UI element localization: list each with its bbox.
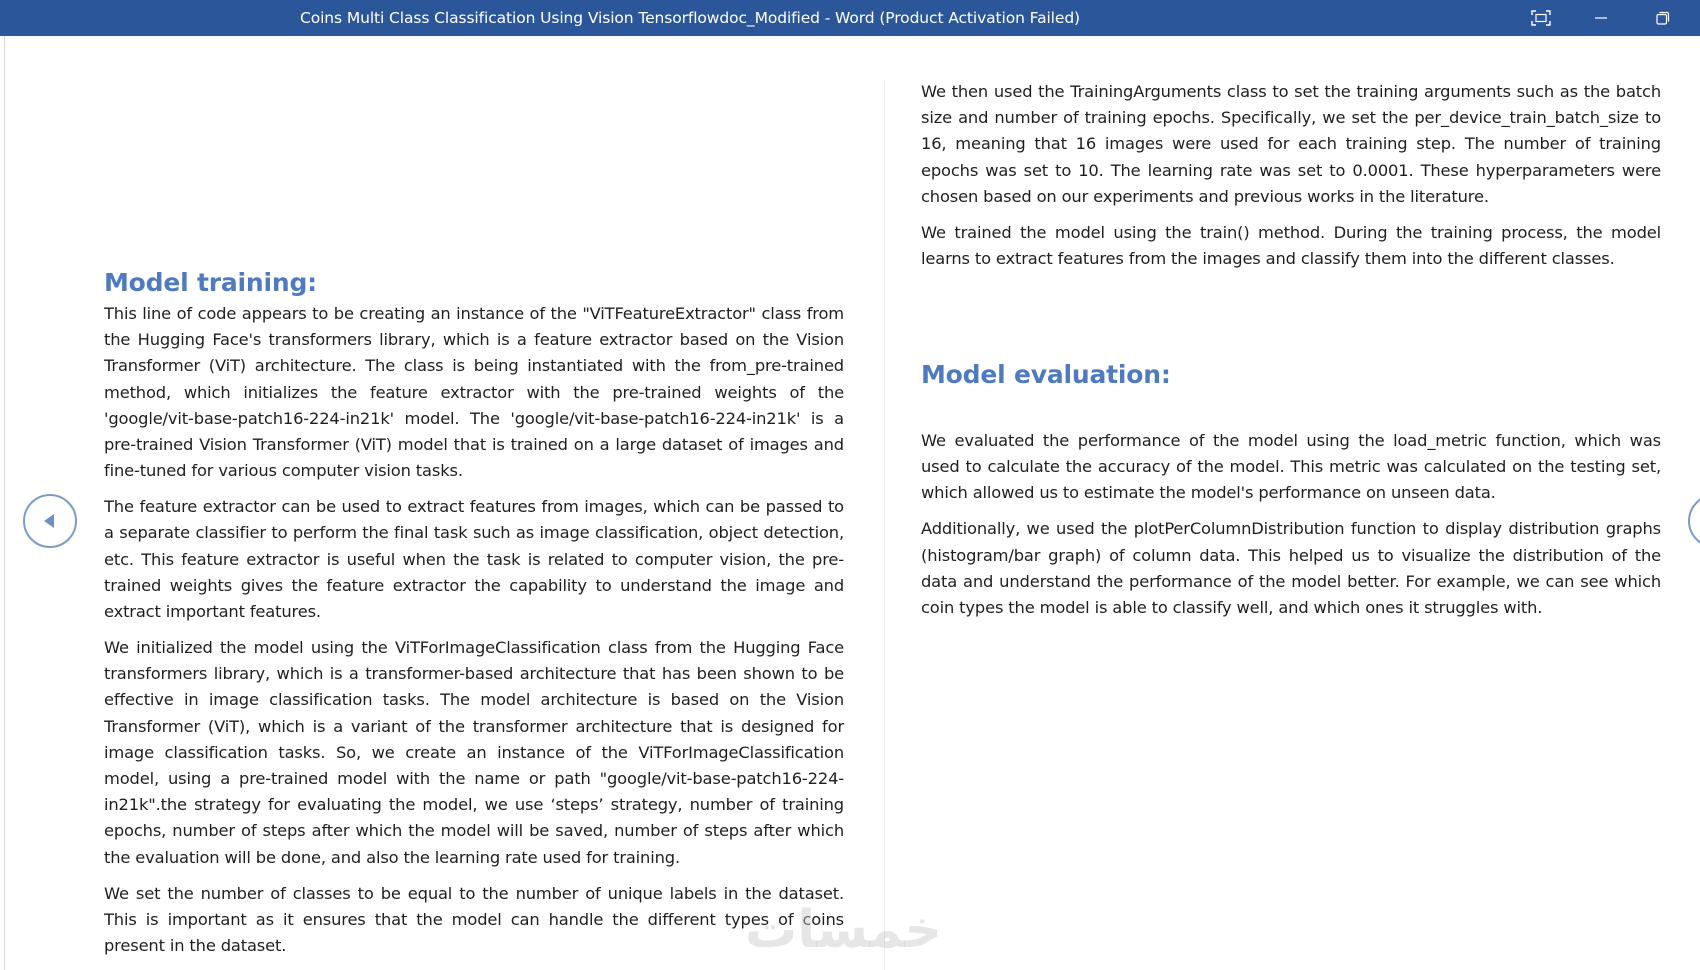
title-bar [0, 0, 1700, 36]
focus-mode-icon [1531, 10, 1551, 26]
paragraph: We initialized the model using the ViTForImageClassification class from the Hugging Face transformers library, which is a transformer-based architecture that has been shown to be effective in image classification tasks. The model architecture is based on the Vision Transformer (ViT), which is a variant of the transformer architecture that is designed for image classification tasks. So, we create an instance of the ViTForImageClassification model, using a pre-trained model with the name or path "google/vit-base-patch16-224-in21k".the strategy for evaluating the model, we use ‘steps’ strategy, number of training epochs, number of steps after which the model will be saved, number of steps after which the evaluation will be done, and also the learning rate used for training. [104, 638, 844, 867]
watermark-logo: خمسات [745, 900, 943, 960]
paragraph: Additionally, we used the plotPerColumnDistribution function to display distribution graphs (histogram/bar graph) of column data. This helped us to visualize the distribution of the data and understand the performance of the model better. For example, we can see which coin types the model is able to classify well, and which ones it struggles with. [921, 519, 1661, 618]
left-page-body [104, 301, 844, 969]
minimize-button[interactable] [1578, 0, 1624, 36]
right-page-body-evaluation [921, 428, 1661, 631]
page-edge [4, 36, 5, 970]
paragraph: This line of code appears to be creating an instance of the "ViTFeatureExtractor" class from the Hugging Face's transformers library, which is a feature extractor based on the Vision Transformer (ViT) architecture. The class is being instantiated with the from_pre-trained method, which initializes the feature extractor with the pre-trained weights of the 'google/vit-base-patch16-224-in21k' model. The 'google/vit-base-patch16-224-in21k' is a pre-trained Vision Transformer (ViT) model that is trained on a large dataset of images and fine-tuned for various computer vision tasks. [104, 304, 844, 481]
window-title: Coins Multi Class Classification Using Vision Tensorflowdoc_Modified - Word (Product Activation Failed) [299, 9, 1081, 27]
paragraph: We trained the model using the train() method. During the training process, the model learns to extract features from the images and classify them into the different classes. [921, 222, 1661, 269]
paragraph: The feature extractor can be used to extract features from images, which can be passed to a separate classifier to perform the final task such as image classification, object detection, etc. This feature extractor is useful when the task is related to computer vision, the pre-trained weights gives the feature extractor the capability to understand the image and extract important features. [104, 497, 844, 622]
paragraph: We evaluated the performance of the model using the load_metric function, which was used to calculate the accuracy of the model. This metric was calculated on the testing set, which allowed us to estimate the model's performance on unseen data. [921, 431, 1661, 503]
restore-icon [1656, 11, 1670, 25]
paragraph: We set the number of classes to be equal to the number of unique labels in the dataset. This is important as it ensures that the model can handle the different types of coins present in the dataset. [104, 883, 844, 956]
restore-button[interactable] [1640, 0, 1686, 36]
focus-mode-button[interactable] [1518, 0, 1564, 36]
heading-model-evaluation: Model evaluation: [921, 360, 1171, 389]
page-divider [884, 80, 885, 970]
previous-page-button[interactable] [23, 494, 77, 548]
paragraph: We then used the TrainingArguments class to set the training arguments such as the batch size and number of training epochs. Specifically, we set the per_device_train_batch_size to 16, meaning that 16 images were used for each training step. The number of training epochs was set to 10. The learning rate was set to 0.0001. These hyperparameters were chosen based on our experiments and previous works in the literature. [921, 82, 1661, 206]
right-page-body-top [921, 79, 1661, 282]
minimize-icon [1594, 11, 1608, 25]
previous-page-icon [40, 511, 60, 531]
heading-model-training: Model training: [104, 268, 317, 297]
